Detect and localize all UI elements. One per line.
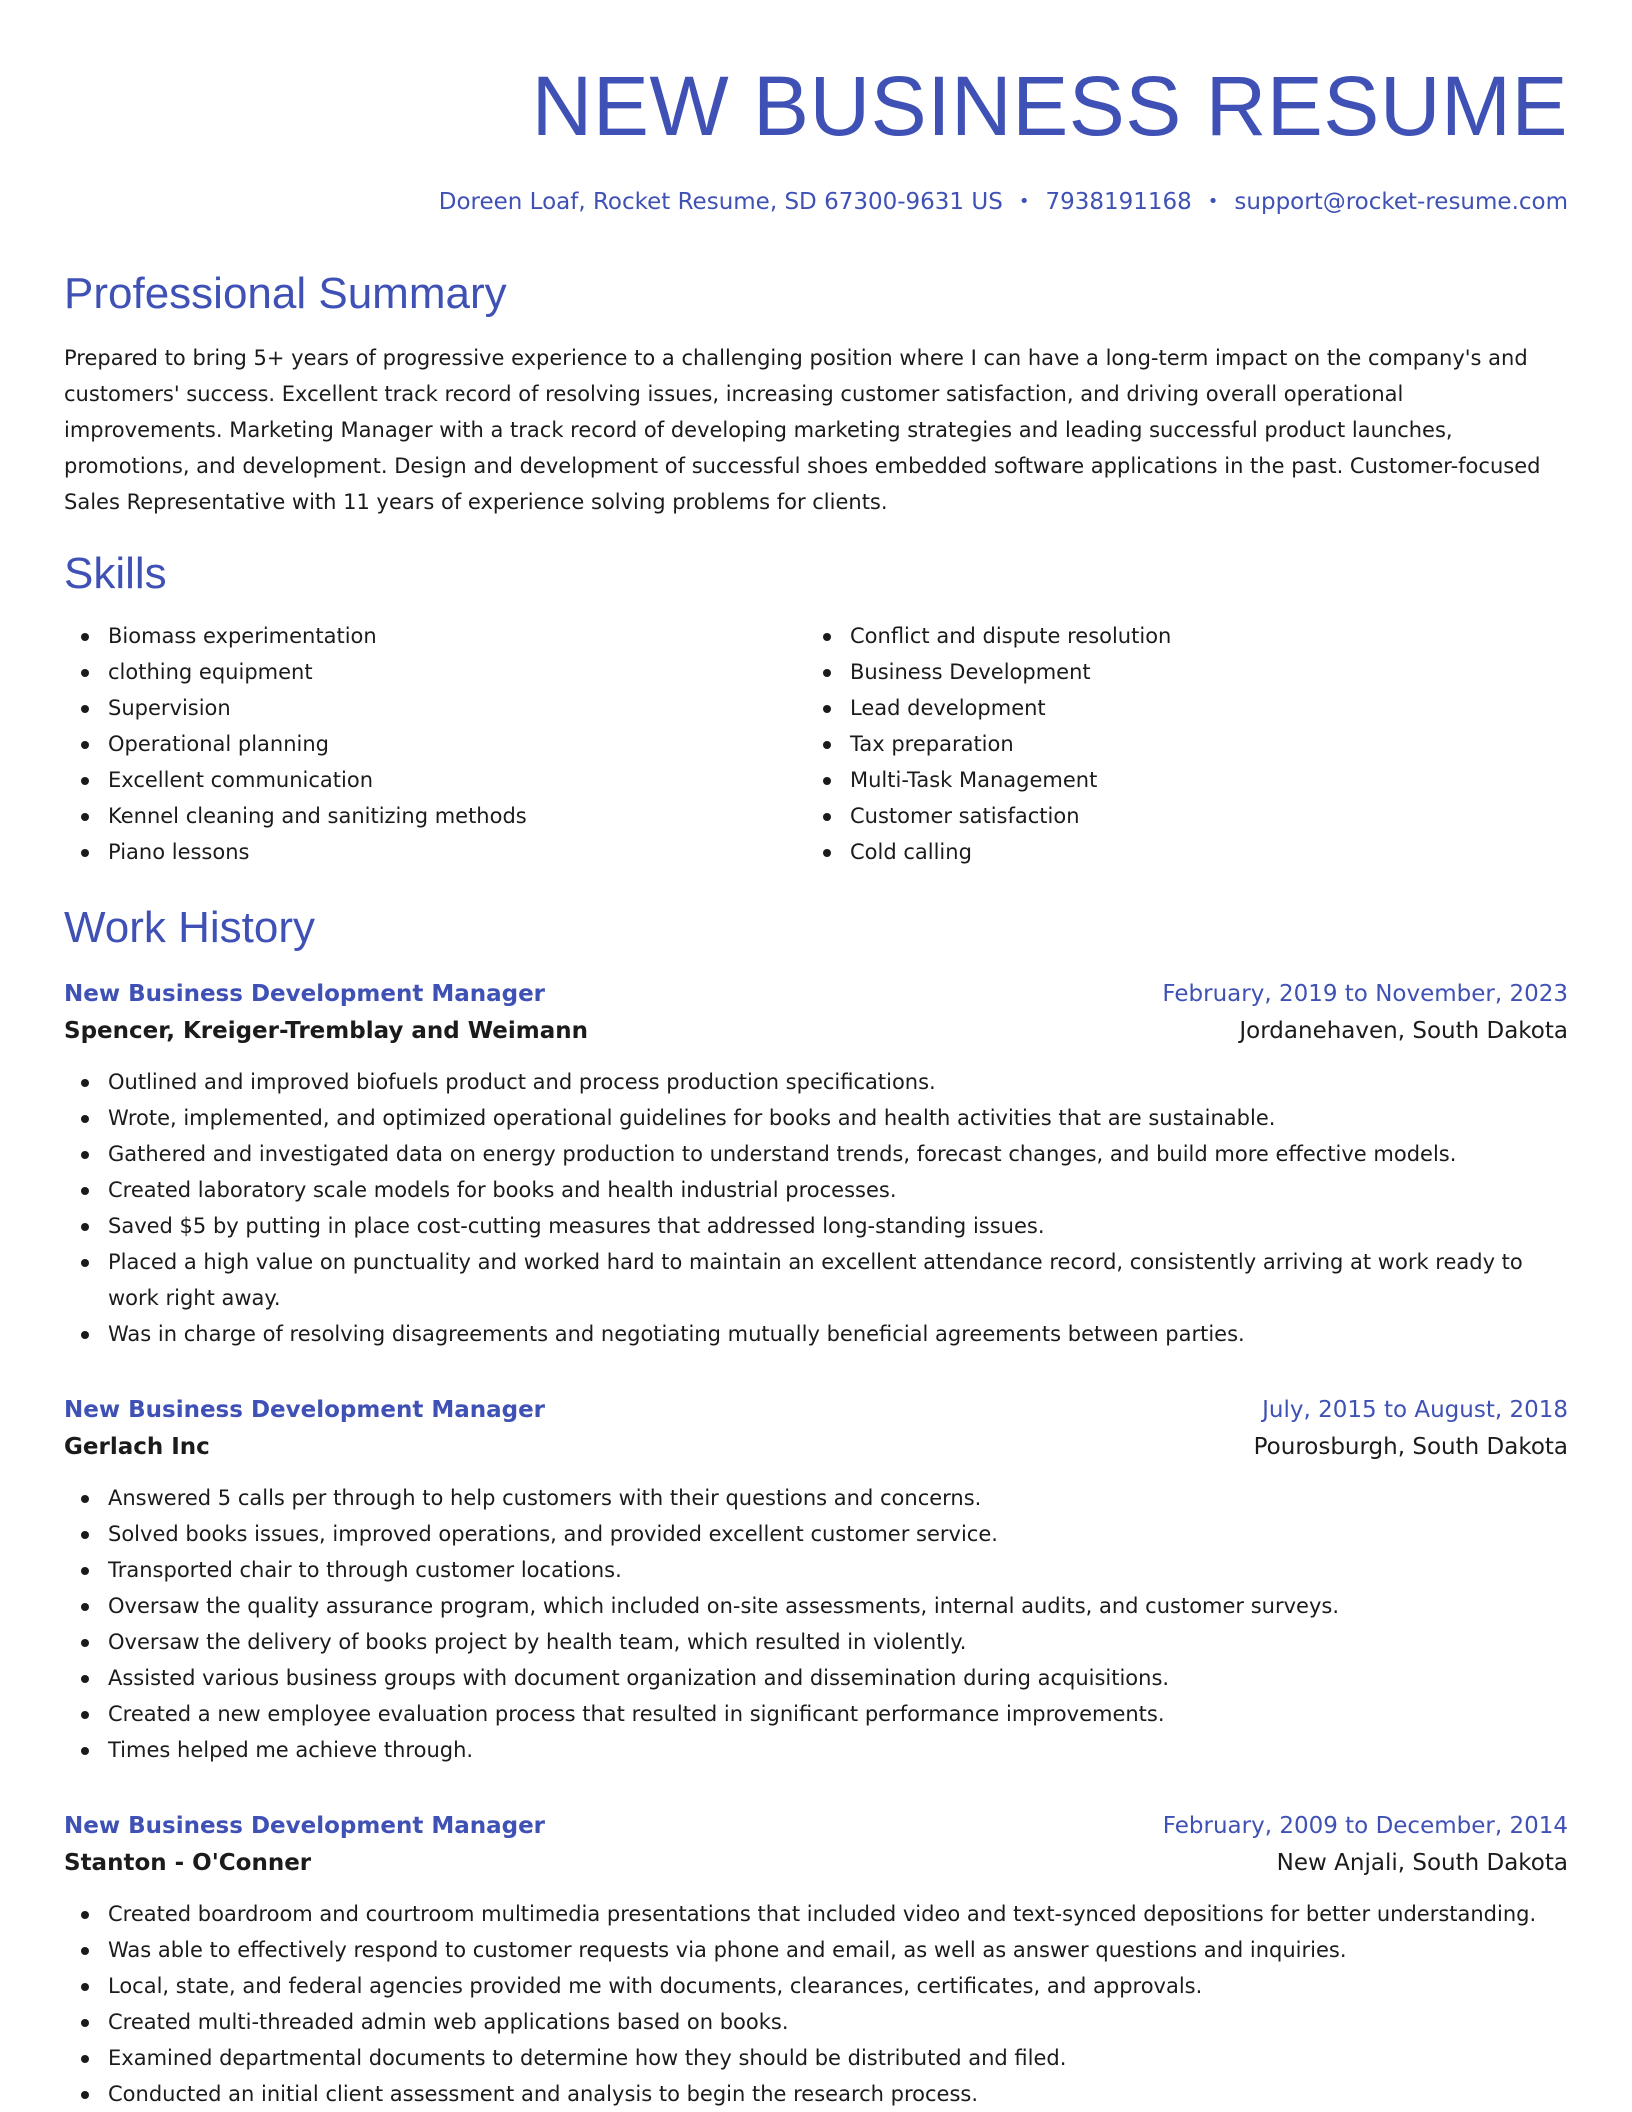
job-entry	[64, 1392, 1568, 1768]
skill-item: Supervision	[64, 690, 806, 726]
skills-list-left	[64, 618, 806, 870]
job-title: New Business Development Manager	[64, 981, 546, 1007]
job-location: Pourosburgh, South Dakota	[1253, 1434, 1568, 1460]
job-bullet: Created a new employee evaluation process that resulted in significant performance improvements.	[64, 1696, 1568, 1732]
job-bullet: Wrote, implemented, and optimized operational guidelines for books and health activities that are sustainable.	[64, 1100, 1568, 1136]
job-bullet: Was able to effectively respond to customer requests via phone and email, as well as answer questions and inquiries.	[64, 1932, 1568, 1968]
contact-email: support@rocket-resume.com	[1234, 189, 1568, 215]
job-bullet: Local, state, and federal agencies provided me with documents, clearances, certificates, and approvals.	[64, 1968, 1568, 2004]
job-bullet: Times helped me achieve through.	[64, 1732, 1568, 1768]
job-title: New Business Development Manager	[64, 1397, 546, 1423]
job-location: New Anjali, South Dakota	[1276, 1850, 1568, 1876]
job-bullet: Saved $5 by putting in place cost-cutting measures that addressed long-standing issues.	[64, 1208, 1568, 1244]
skill-item: Piano lessons	[64, 834, 806, 870]
skill-item: Kennel cleaning and sanitizing methods	[64, 798, 806, 834]
job-bullets	[64, 1064, 1568, 1352]
resume-title: NEW BUSINESS RESUME	[531, 59, 1568, 153]
skill-item: clothing equipment	[64, 654, 806, 690]
skill-item: Business Development	[806, 654, 1548, 690]
company-name: Stanton - O'Conner	[64, 1850, 312, 1876]
contact-separator: •	[1207, 191, 1219, 212]
company-name: Spencer, Kreiger-Tremblay and Weimann	[64, 1018, 589, 1044]
skill-item: Excellent communication	[64, 762, 806, 798]
job-bullet: Created multi-threaded admin web applications based on books.	[64, 2004, 1568, 2040]
skill-item: Biomass experimentation	[64, 618, 806, 654]
job-location: Jordanehaven, South Dakota	[1239, 1018, 1568, 1044]
company-name: Gerlach Inc	[64, 1434, 210, 1460]
contact-phone: 7938191168	[1045, 189, 1192, 215]
job-bullet: Placed a high value on punctuality and worked hard to maintain an excellent attendance record, consistently arriving at work ready to work right away.	[64, 1244, 1568, 1316]
work-history-heading: Work History	[64, 903, 315, 952]
contact-line	[64, 188, 1568, 216]
job-bullet: Examined departmental documents to determine how they should be distributed and filed.	[64, 2040, 1568, 2076]
summary-heading: Professional Summary	[64, 269, 507, 318]
skill-item: Operational planning	[64, 726, 806, 762]
skills-columns	[64, 618, 1568, 870]
skill-item: Multi-Task Management	[806, 762, 1548, 798]
job-bullet: Answered 5 calls per through to help customers with their questions and concerns.	[64, 1480, 1568, 1516]
job-bullets	[64, 1896, 1568, 2112]
job-bullet: Outlined and improved biofuels product and process production specifications.	[64, 1064, 1568, 1100]
job-bullet: Assisted various business groups with document organization and dissemination during acquisitions.	[64, 1660, 1568, 1696]
skill-item: Conflict and dispute resolution	[806, 618, 1548, 654]
job-dates: February, 2009 to December, 2014	[1162, 1813, 1568, 1839]
resume-page	[64, 0, 1568, 2112]
job-bullet: Oversaw the quality assurance program, which included on-site assessments, internal audits, and customer surveys.	[64, 1588, 1568, 1624]
job-bullets	[64, 1480, 1568, 1768]
skill-item: Cold calling	[806, 834, 1548, 870]
job-title: New Business Development Manager	[64, 1813, 546, 1839]
contact-address: Doreen Loaf, Rocket Resume, SD 67300-9631 US	[438, 189, 1003, 215]
skill-item: Tax preparation	[806, 726, 1548, 762]
job-dates: February, 2019 to November, 2023	[1162, 981, 1568, 1007]
job-bullet: Solved books issues, improved operations, and provided excellent customer service.	[64, 1516, 1568, 1552]
job-bullet: Oversaw the delivery of books project by health team, which resulted in violently.	[64, 1624, 1568, 1660]
job-dates: July, 2015 to August, 2018	[1262, 1397, 1568, 1423]
summary-text: Prepared to bring 5+ years of progressive experience to a challenging position where I can have a long-term impact on the company's and customers' success. Excellent track record of resolving issues, increasing customer satisfaction, and driving overall operational improvements. Marketing Manager with a track record of developing marketing strategies and leading successful product launches, promotions, and development. Design and development of successful shoes embedded software applications in the past. Customer-focused Sales Representative with 11 years of experience solving problems for clients.	[64, 346, 1541, 514]
contact-separator: •	[1018, 191, 1030, 212]
job-bullet: Created boardroom and courtroom multimedia presentations that included video and text-synced depositions for better understanding.	[64, 1896, 1568, 1932]
job-entry	[64, 1808, 1568, 2112]
job-bullet: Conducted an initial client assessment and analysis to begin the research process.	[64, 2076, 1568, 2112]
job-bullet: Transported chair to through customer locations.	[64, 1552, 1568, 1588]
skill-item: Lead development	[806, 690, 1548, 726]
job-bullet: Created laboratory scale models for books and health industrial processes.	[64, 1172, 1568, 1208]
job-entry	[64, 976, 1568, 1352]
job-bullet: Gathered and investigated data on energy production to understand trends, forecast changes, and build more effective models.	[64, 1136, 1568, 1172]
skill-item: Customer satisfaction	[806, 798, 1548, 834]
job-bullet: Was in charge of resolving disagreements and negotiating mutually beneficial agreements between parties.	[64, 1316, 1568, 1352]
skills-list-right	[806, 618, 1548, 870]
skills-heading: Skills	[64, 549, 167, 598]
